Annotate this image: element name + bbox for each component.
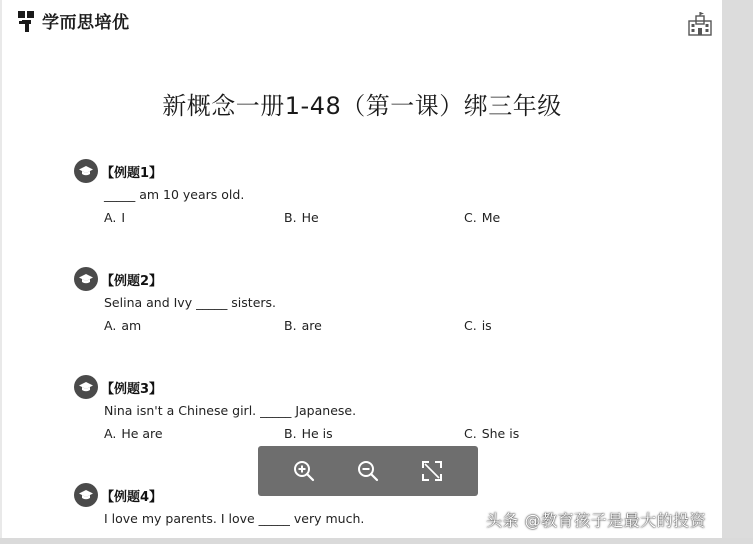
example-block	[74, 266, 674, 333]
document-title: 新概念一册1-48（第一课）绑三年级	[162, 92, 562, 120]
option-a: A. He are	[104, 426, 163, 441]
example-label: 【例题2】	[101, 273, 163, 289]
zoom-out-button[interactable]	[336, 446, 400, 496]
question-text: Selina and Ivy _____ sisters.	[104, 295, 277, 310]
fullscreen-button[interactable]	[400, 446, 464, 496]
example-block	[74, 158, 674, 225]
zoom-out-icon	[356, 459, 380, 483]
option-b: B. He is	[284, 426, 333, 441]
example-label: 【例题1】	[101, 165, 163, 181]
graduation-cap-icon	[74, 159, 98, 183]
zoom-in-icon	[292, 459, 316, 483]
bottom-strip	[0, 538, 753, 544]
options-row	[104, 426, 674, 441]
brand-logo	[16, 8, 130, 33]
option-b: B. He	[284, 210, 319, 225]
zoom-in-button[interactable]	[272, 446, 336, 496]
brand-logo-icon	[16, 9, 38, 33]
option-c: C. is	[464, 318, 492, 333]
graduation-cap-icon	[74, 483, 98, 507]
options-row	[104, 210, 674, 225]
option-c: C. She is	[464, 426, 520, 441]
option-a: A. am	[104, 318, 142, 333]
question-text: I love my parents. I love _____ very much.	[104, 511, 365, 526]
zoom-toolbar	[258, 446, 478, 496]
brand-name: 学而思培优	[42, 13, 130, 33]
option-c: C. Me	[464, 210, 501, 225]
graduation-cap-icon	[74, 267, 98, 291]
example-label: 【例题4】	[101, 489, 163, 505]
options-row	[104, 318, 674, 333]
graduation-cap-icon	[74, 375, 98, 399]
example-label: 【例题3】	[101, 381, 163, 397]
example-block	[74, 374, 674, 441]
option-b: B. are	[284, 318, 322, 333]
option-a: A. I	[104, 210, 125, 225]
fullscreen-icon	[421, 460, 443, 482]
question-text: _____ am 10 years old.	[104, 187, 245, 202]
question-text: Nina isn't a Chinese girl. _____ Japanese.	[104, 403, 357, 418]
viewer-background	[722, 0, 753, 544]
school-building-icon	[687, 11, 713, 37]
watermark-text: 头条 @教育孩子是最大的投资	[486, 511, 707, 530]
